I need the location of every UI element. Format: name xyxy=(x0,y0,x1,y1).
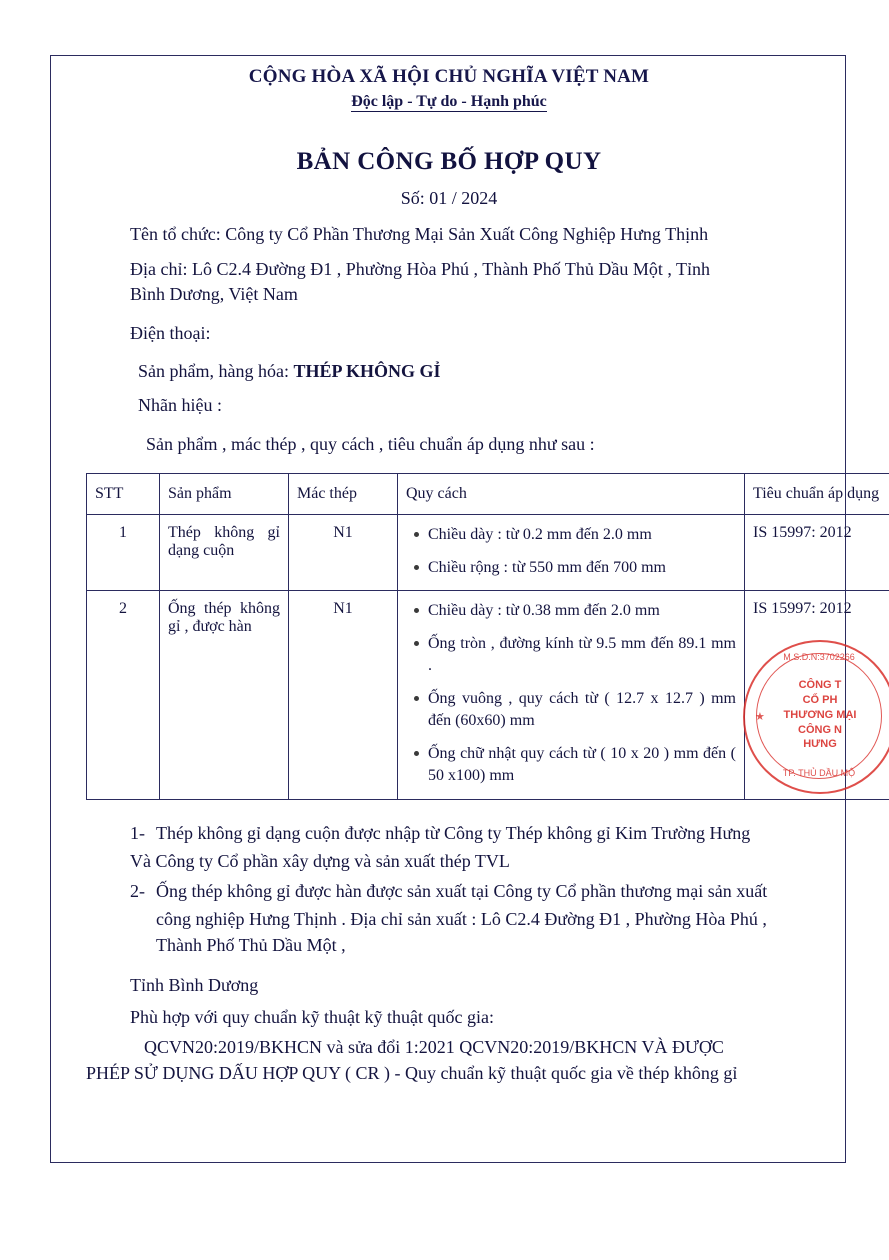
table-header-row xyxy=(87,473,889,514)
footer-section xyxy=(86,972,812,1086)
note-continuation: Và Công ty Cổ phần xây dựng và sản xuất thép TVL xyxy=(130,850,510,871)
cell-grade: N1 xyxy=(289,514,398,590)
national-header-line-2 xyxy=(86,93,812,111)
cell-product: Ống thép không gỉ , được hàn xyxy=(160,590,289,799)
footer-province: Tỉnh Bình Dương xyxy=(130,975,259,995)
seal-registration-number: M.S.D.N:3702266 xyxy=(783,652,855,662)
org-address-line-1: Địa chỉ: Lô C2.4 Đường Đ1 , Phường Hòa Phú , Thành Phố Thủ Dầu Một , Tỉnh xyxy=(130,258,711,279)
spec-item: Ống tròn , đường kính từ 9.5 mm đến 89.1 mm . xyxy=(428,633,736,677)
spec-item: Chiều dày : từ 0.38 mm đến 2.0 mm xyxy=(428,600,736,622)
note-item xyxy=(86,878,812,904)
cell-standard: IS 15997: 2012 xyxy=(745,590,889,799)
product-line xyxy=(86,359,812,385)
spec-list xyxy=(406,600,736,788)
table-row xyxy=(87,514,889,590)
cell-product: Thép không gỉ dạng cuộn xyxy=(160,514,289,590)
note-text: Thép không gỉ dạng cuộn được nhập từ Công ty Thép không gỉ Kim Trường Hưng xyxy=(156,822,751,843)
footer-standard-line-1: QCVN20:2019/BKHCN và sửa đổi 1:2021 QCVN20:2019/BKHCN VÀ ĐƯỢC xyxy=(144,1037,724,1058)
footer-standard-line-2: PHÉP SỬ DỤNG DẤU HỢP QUY ( CR ) - Quy chuẩn kỹ thuật quốc gia về thép không gỉ xyxy=(86,1063,738,1084)
cell-specs xyxy=(398,590,745,799)
spec-item: Chiều dày : từ 0.2 mm đến 2.0 mm xyxy=(428,524,736,546)
note-number: 2- xyxy=(130,880,145,901)
note-item xyxy=(86,820,812,846)
spec-item: Ống chữ nhật quy cách từ ( 10 x 20 ) mm đến ( 50 x100) mm xyxy=(428,743,736,787)
seal-line-5: HƯNG xyxy=(803,738,837,751)
spec-item: Ống vuông , quy cách từ ( 12.7 x 12.7 ) mm đến (60x60) mm xyxy=(428,688,736,732)
seal-star-icon: ★ xyxy=(755,711,765,723)
org-phone: Điện thoại: xyxy=(130,322,211,343)
notes-section xyxy=(86,820,812,958)
org-address-line-2: Bình Dương, Việt Nam xyxy=(130,284,298,305)
product-name-value: THÉP KHÔNG GỈ xyxy=(293,361,441,382)
spec-item: Chiều rộng : từ 550 mm đến 700 mm xyxy=(428,557,736,579)
cell-grade: N1 xyxy=(289,590,398,799)
national-header-line-1: CỘNG HÒA XÃ HỘI CHỦ NGHĨA VIỆT NAM xyxy=(248,66,650,87)
table-header-stt: STT xyxy=(87,473,160,514)
document-number: Số: 01 / 2024 xyxy=(400,188,498,208)
note-text: Ống thép không gỉ được hàn được sản xuất tại Công ty Cổ phần thương mại sản xuất xyxy=(156,880,768,901)
table-header-product: Sản phẩm xyxy=(160,473,289,514)
table-header-grade: Mác thép xyxy=(289,473,398,514)
document-content xyxy=(64,66,880,1086)
org-name: Tên tổ chức: Công ty Cổ Phần Thương Mại Sản Xuất Công Nghiệp Hưng Thịnh xyxy=(130,224,709,244)
product-brand: Nhãn hiệu : xyxy=(138,394,222,415)
note-continuation: Thành Phố Thủ Dầu Một , xyxy=(156,934,346,955)
seal-line-1: CÔNG T xyxy=(798,679,842,691)
cell-standard: IS 15997: 2012 xyxy=(745,514,889,590)
seal-line-3: THƯƠNG MẠI xyxy=(783,708,857,721)
footer-conformity-label: Phù hợp với quy chuẩn kỹ thuật kỹ thuật quốc gia: xyxy=(130,1007,494,1028)
table-header-specs: Quy cách xyxy=(398,473,745,514)
table-header-standard: Tiêu chuẩn áp dụng xyxy=(745,473,889,514)
spec-list xyxy=(406,524,736,579)
note-continuation: công nghiệp Hưng Thịnh . Địa chỉ sản xuất : Lô C2.4 Đường Đ1 , Phường Hòa Phú , xyxy=(156,908,767,929)
product-line-prefix: Sản phẩm, hàng hóa: xyxy=(138,361,294,382)
cell-stt: 2 xyxy=(87,590,160,799)
seal-line-4: CÔNG N xyxy=(798,723,842,736)
product-intro: Sản phẩm , mác thép , quy cách , tiêu chuẩn áp dụng như sau : xyxy=(146,434,595,455)
seal-line-2: CỔ PH xyxy=(802,693,838,706)
seal-location-text: TP. THỦ DẦU MỘ xyxy=(782,768,856,778)
national-motto-text: Độc lập - Tự do - Hạnh phúc xyxy=(351,93,547,110)
specification-table xyxy=(86,473,889,800)
cell-specs xyxy=(398,514,745,590)
document-title: BẢN CÔNG BỐ HỢP QUY xyxy=(296,148,602,175)
table-row xyxy=(87,590,889,799)
cell-stt: 1 xyxy=(87,514,160,590)
note-number: 1- xyxy=(130,822,145,843)
